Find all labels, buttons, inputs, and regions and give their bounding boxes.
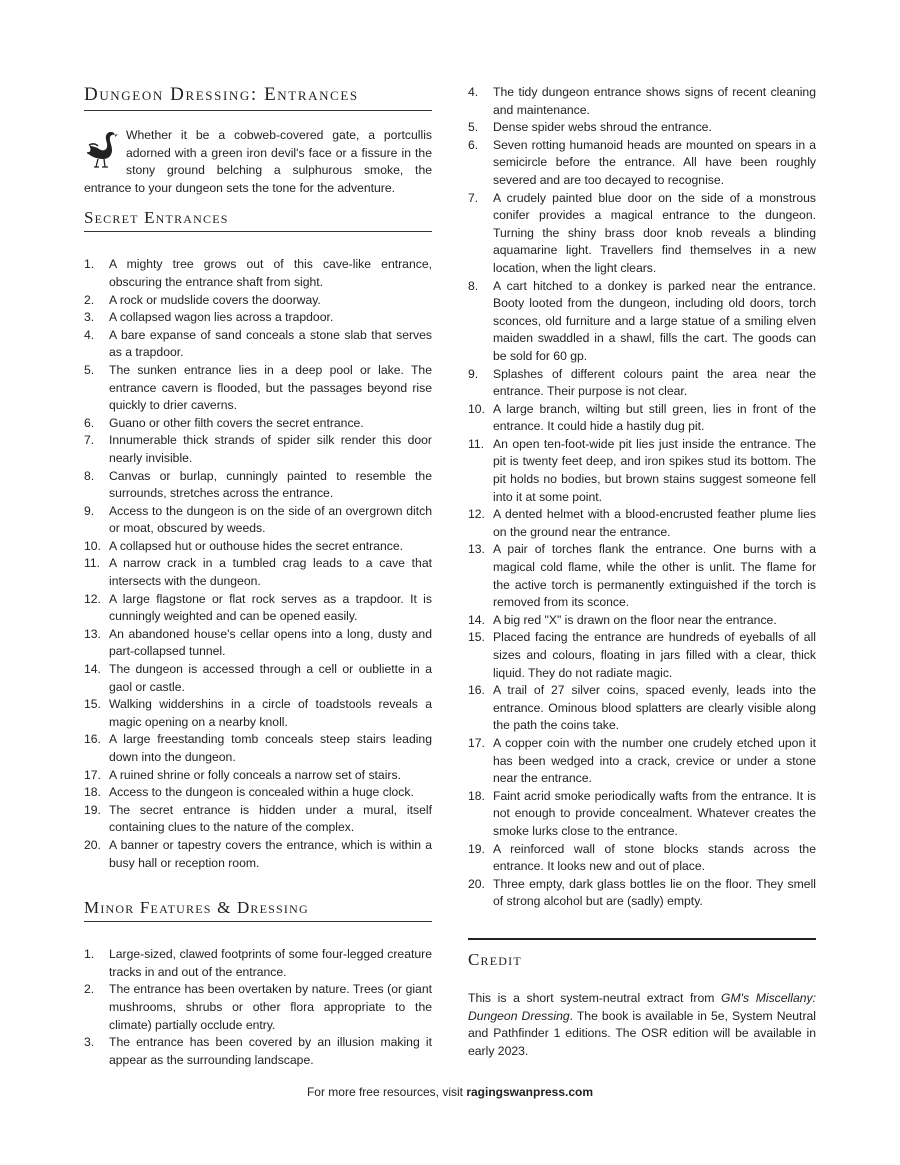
list-item-number: 2. <box>84 292 95 307</box>
list-item-text: Faint acrid smoke periodically wafts from the entrance. It is not enough to provide concealment. Whatever creates the smoke lurks close to the entrance. <box>493 788 816 838</box>
list-item-number: 9. <box>84 503 95 518</box>
list-item <box>84 981 432 1034</box>
list-item-number: 2. <box>84 982 95 997</box>
list-item-number: 14. <box>84 662 101 677</box>
footer-site-link[interactable]: ragingswanpress.com <box>466 1085 594 1099</box>
list-item <box>84 626 432 661</box>
list-item <box>468 137 816 190</box>
credit-text-part-1: This is a short system-neutral extract from <box>468 990 722 1005</box>
list-item-number: 8. <box>84 468 95 483</box>
list-item-number: 14. <box>468 612 485 627</box>
list-item-number: 19. <box>468 841 485 856</box>
swan-logo-icon <box>84 129 120 169</box>
list-item-number: 16. <box>468 683 485 698</box>
list-item-number: 4. <box>84 327 95 342</box>
list-item <box>84 591 432 626</box>
list-item-text: Access to the dungeon is concealed within a huge clock. <box>109 785 414 800</box>
left-column <box>84 84 432 1069</box>
list-item <box>84 802 432 837</box>
list-item-text: Dense spider webs shroud the entrance. <box>493 120 712 135</box>
list-item <box>84 292 432 310</box>
list-item-text: A crudely painted blue door on the side of a monstrous conifer provides a magical entrance to the dungeon. Turning the shiny brass door knob reveals a blinding aquamarine light. Travellers find themselves in a new location, when the light clears. <box>493 190 816 275</box>
list-item <box>468 876 816 911</box>
right-column <box>468 84 816 1060</box>
list-item-text: Canvas or burlap, cunningly painted to resemble the surrounds, stretches across the entrance. <box>109 468 432 501</box>
list-item-number: 3. <box>84 310 95 325</box>
list-item-number: 13. <box>468 542 485 557</box>
list-item <box>468 278 816 366</box>
list-item <box>468 735 816 788</box>
list-item-text: An abandoned house's cellar opens into a long, dusty and part-collapsed tunnel. <box>109 626 432 659</box>
list-item <box>84 415 432 433</box>
list-item-number: 8. <box>468 278 479 293</box>
list-item <box>84 362 432 415</box>
list-item <box>468 541 816 611</box>
page-title: Dungeon Dressing: Entrances <box>84 84 432 111</box>
list-item-number: 1. <box>84 257 95 272</box>
list-item-text: The tidy dungeon entrance shows signs of recent cleaning and maintenance. <box>493 85 816 117</box>
list-item-number: 19. <box>84 802 101 817</box>
credit-text-part-2: . The book is available in 5e, System Neutral and Pathfinder 1 editions. The OSR edition will be available in early 2023. <box>468 1008 816 1058</box>
list-item-text: A trail of 27 silver coins, spaced evenly, leads into the entrance. Ominous blood splatters are clearly visible along the path the coins take. <box>493 683 816 733</box>
minor-features-heading: Minor Features & Dressing <box>84 898 432 922</box>
list-item-text: A copper coin with the number one crudely etched upon it has been wedged into a crack, crevice or under a stone near the entrance. <box>493 735 816 786</box>
list-item-number: 7. <box>84 433 95 448</box>
list-item <box>468 84 816 119</box>
list-item-number: 20. <box>468 876 485 891</box>
list-item-number: 4. <box>468 85 479 99</box>
list-item <box>84 468 432 503</box>
list-item-number: 18. <box>468 788 485 803</box>
list-item-number: 15. <box>468 630 485 645</box>
list-item-number: 1. <box>84 947 95 962</box>
list-item-text: Access to the dungeon is on the side of an overgrown ditch or moat, obscured by weeds. <box>109 503 432 536</box>
list-item-text: A rock or mudslide covers the doorway. <box>109 292 321 307</box>
list-item-number: 12. <box>468 507 485 522</box>
list-item-number: 12. <box>84 591 101 606</box>
minor-features-list-left <box>84 946 432 1069</box>
list-item <box>468 841 816 876</box>
list-item-text: Placed facing the entrance are hundreds of eyeballs of all sizes and colours, floating in jars filled with a clear, thick liquid. They do not radiate magic. <box>493 630 816 680</box>
list-item <box>468 190 816 278</box>
list-item-text: A large flagstone or flat rock serves as a trapdoor. It is cunningly weighted and can be opened easily. <box>109 591 432 624</box>
list-item-text: Large-sized, clawed footprints of some four-legged creature tracks in and out of the entrance. <box>109 947 432 979</box>
list-item-text: A mighty tree grows out of this cave-like entrance, obscuring the entrance shaft from sight. <box>109 257 432 289</box>
minor-features-list-right <box>468 84 816 911</box>
list-item <box>468 682 816 735</box>
list-item <box>84 327 432 362</box>
list-item-number: 5. <box>84 362 95 377</box>
list-item-text: A reinforced wall of stone blocks stands across the entrance. It looks new and out of place. <box>493 841 816 874</box>
list-item-text: A large branch, wilting but still green, lies in front of the entrance. It could hide a hastily dug pit. <box>493 401 816 434</box>
list-item <box>84 538 432 556</box>
list-item-text: Three empty, dark glass bottles lie on the floor. They smell of strong alcohol but are (sadly) empty. <box>493 876 816 909</box>
list-item <box>84 555 432 590</box>
list-item-text: The secret entrance is hidden under a mural, itself containing clues to the nature of the complex. <box>109 802 432 835</box>
list-item-text: A ruined shrine or folly conceals a narrow set of stairs. <box>109 767 401 782</box>
list-item-number: 11. <box>84 556 101 571</box>
list-item <box>84 946 432 981</box>
list-item <box>468 401 816 436</box>
list-item-number: 20. <box>84 837 101 852</box>
list-item-text: A bare expanse of sand conceals a stone slab that serves as a trapdoor. <box>109 327 432 360</box>
list-item <box>84 731 432 766</box>
list-item-text: A large freestanding tomb conceals steep stairs leading down into the dungeon. <box>109 732 432 764</box>
footer <box>0 1084 900 1102</box>
list-item <box>84 256 432 291</box>
credit-book-title: GM's Miscellany: Dungeon Dressing <box>468 990 816 1023</box>
list-item <box>468 788 816 841</box>
secret-entrances-list <box>84 256 432 872</box>
list-item-text: A narrow crack in a tumbled crag leads to a cave that intersects with the dungeon. <box>109 556 432 589</box>
list-item <box>84 503 432 538</box>
list-item <box>84 767 432 785</box>
credit-heading: Credit <box>468 949 522 969</box>
list-item <box>468 366 816 401</box>
list-item-text: A collapsed wagon lies across a trapdoor. <box>109 310 334 325</box>
list-item <box>468 629 816 682</box>
list-item <box>84 309 432 327</box>
list-item <box>84 696 432 731</box>
credit-section <box>468 938 816 1060</box>
intro-block <box>84 127 432 197</box>
list-item-number: 15. <box>84 697 101 712</box>
list-item-number: 18. <box>84 785 101 800</box>
list-item <box>84 432 432 467</box>
list-item-text: Innumerable thick strands of spider silk render this door nearly invisible. <box>109 433 432 465</box>
list-item-text: The sunken entrance lies in a deep pool or lake. The entrance cavern is flooded, but the passages beyond rise quickly to drier caverns. <box>109 362 432 413</box>
list-item-number: 11. <box>468 436 485 451</box>
list-item <box>84 661 432 696</box>
list-item-number: 16. <box>84 732 101 747</box>
list-item-text: Guano or other filth covers the secret entrance. <box>109 415 364 430</box>
intro-text: Whether it be a cobweb-covered gate, a portcullis adorned with a green iron devil's face or a fissure in the stony ground belching a sulphurous smoke, the entrance to your dungeon sets the tone for the adventure. <box>84 128 432 195</box>
list-item-number: 6. <box>468 137 479 152</box>
list-item-text: A banner or tapestry covers the entrance, which is within a busy hall or reception room. <box>109 837 432 870</box>
list-item-text: A cart hitched to a donkey is parked near the entrance. Booty looted from the dungeon, including old doors, torch sconces, old furniture and a large statue of a smiling elven maiden swaddled in a shawl, fills the cart. The goods can be sold for 60 gp. <box>493 278 816 363</box>
list-item-text: A dented helmet with a blood-encrusted feather plume lies on the ground near the entrance. <box>493 507 816 539</box>
list-item-text: A big red "X" is drawn on the floor near the entrance. <box>493 612 777 627</box>
list-item-number: 17. <box>468 735 485 750</box>
list-item-number: 13. <box>84 626 101 641</box>
list-item-text: The dungeon is accessed through a cell or oubliette in a gaol or castle. <box>109 662 432 694</box>
list-item-number: 7. <box>468 190 479 205</box>
list-item-text: Splashes of different colours paint the area near the entrance. Their purpose is not clear. <box>493 366 816 399</box>
list-item <box>84 837 432 872</box>
list-item <box>468 119 816 137</box>
list-item-text: The entrance has been overtaken by nature. Trees (or giant mushrooms, shrubs or other flora appropriate to the climate) partially occlude entry. <box>109 982 432 1032</box>
list-item-text: A pair of torches flank the entrance. One burns with a magical cold flame, while the other is unlit. The flame for the active torch is permanently extinguished if the torch is removed from its sconce. <box>493 542 816 610</box>
list-item <box>84 1034 432 1069</box>
list-item-number: 17. <box>84 767 101 782</box>
list-item-number: 10. <box>468 401 485 416</box>
credit-text <box>468 990 816 1060</box>
list-item-number: 10. <box>84 538 101 553</box>
list-item-text: An open ten-foot-wide pit lies just inside the entrance. The pit is twenty feet deep, and iron spikes stud its bottom. The pit holds no bodies, but brown stains suggest someone fell into it at some point. <box>493 436 816 504</box>
list-item-text: Seven rotting humanoid heads are mounted on spears in a semicircle before the entrance. All have been roughly severed and are too decayed to recognise. <box>493 137 816 187</box>
list-item-text: The entrance has been covered by an illusion making it appear as the surrounding landscape. <box>109 1035 432 1067</box>
list-item <box>468 612 816 630</box>
list-item <box>84 784 432 802</box>
list-item <box>468 436 816 506</box>
list-item-number: 6. <box>84 415 95 430</box>
list-item-number: 5. <box>468 120 479 135</box>
list-item <box>468 506 816 541</box>
list-item-number: 9. <box>468 366 479 381</box>
footer-prefix: For more free resources, visit <box>306 1085 467 1099</box>
secret-entrances-heading: Secret Entrances <box>84 208 432 232</box>
list-item-number: 3. <box>84 1035 95 1050</box>
list-item-text: A collapsed hut or outhouse hides the secret entrance. <box>109 538 404 553</box>
list-item-text: Walking widdershins in a circle of toadstools reveals a magic opening on a nearby knoll. <box>109 697 432 729</box>
